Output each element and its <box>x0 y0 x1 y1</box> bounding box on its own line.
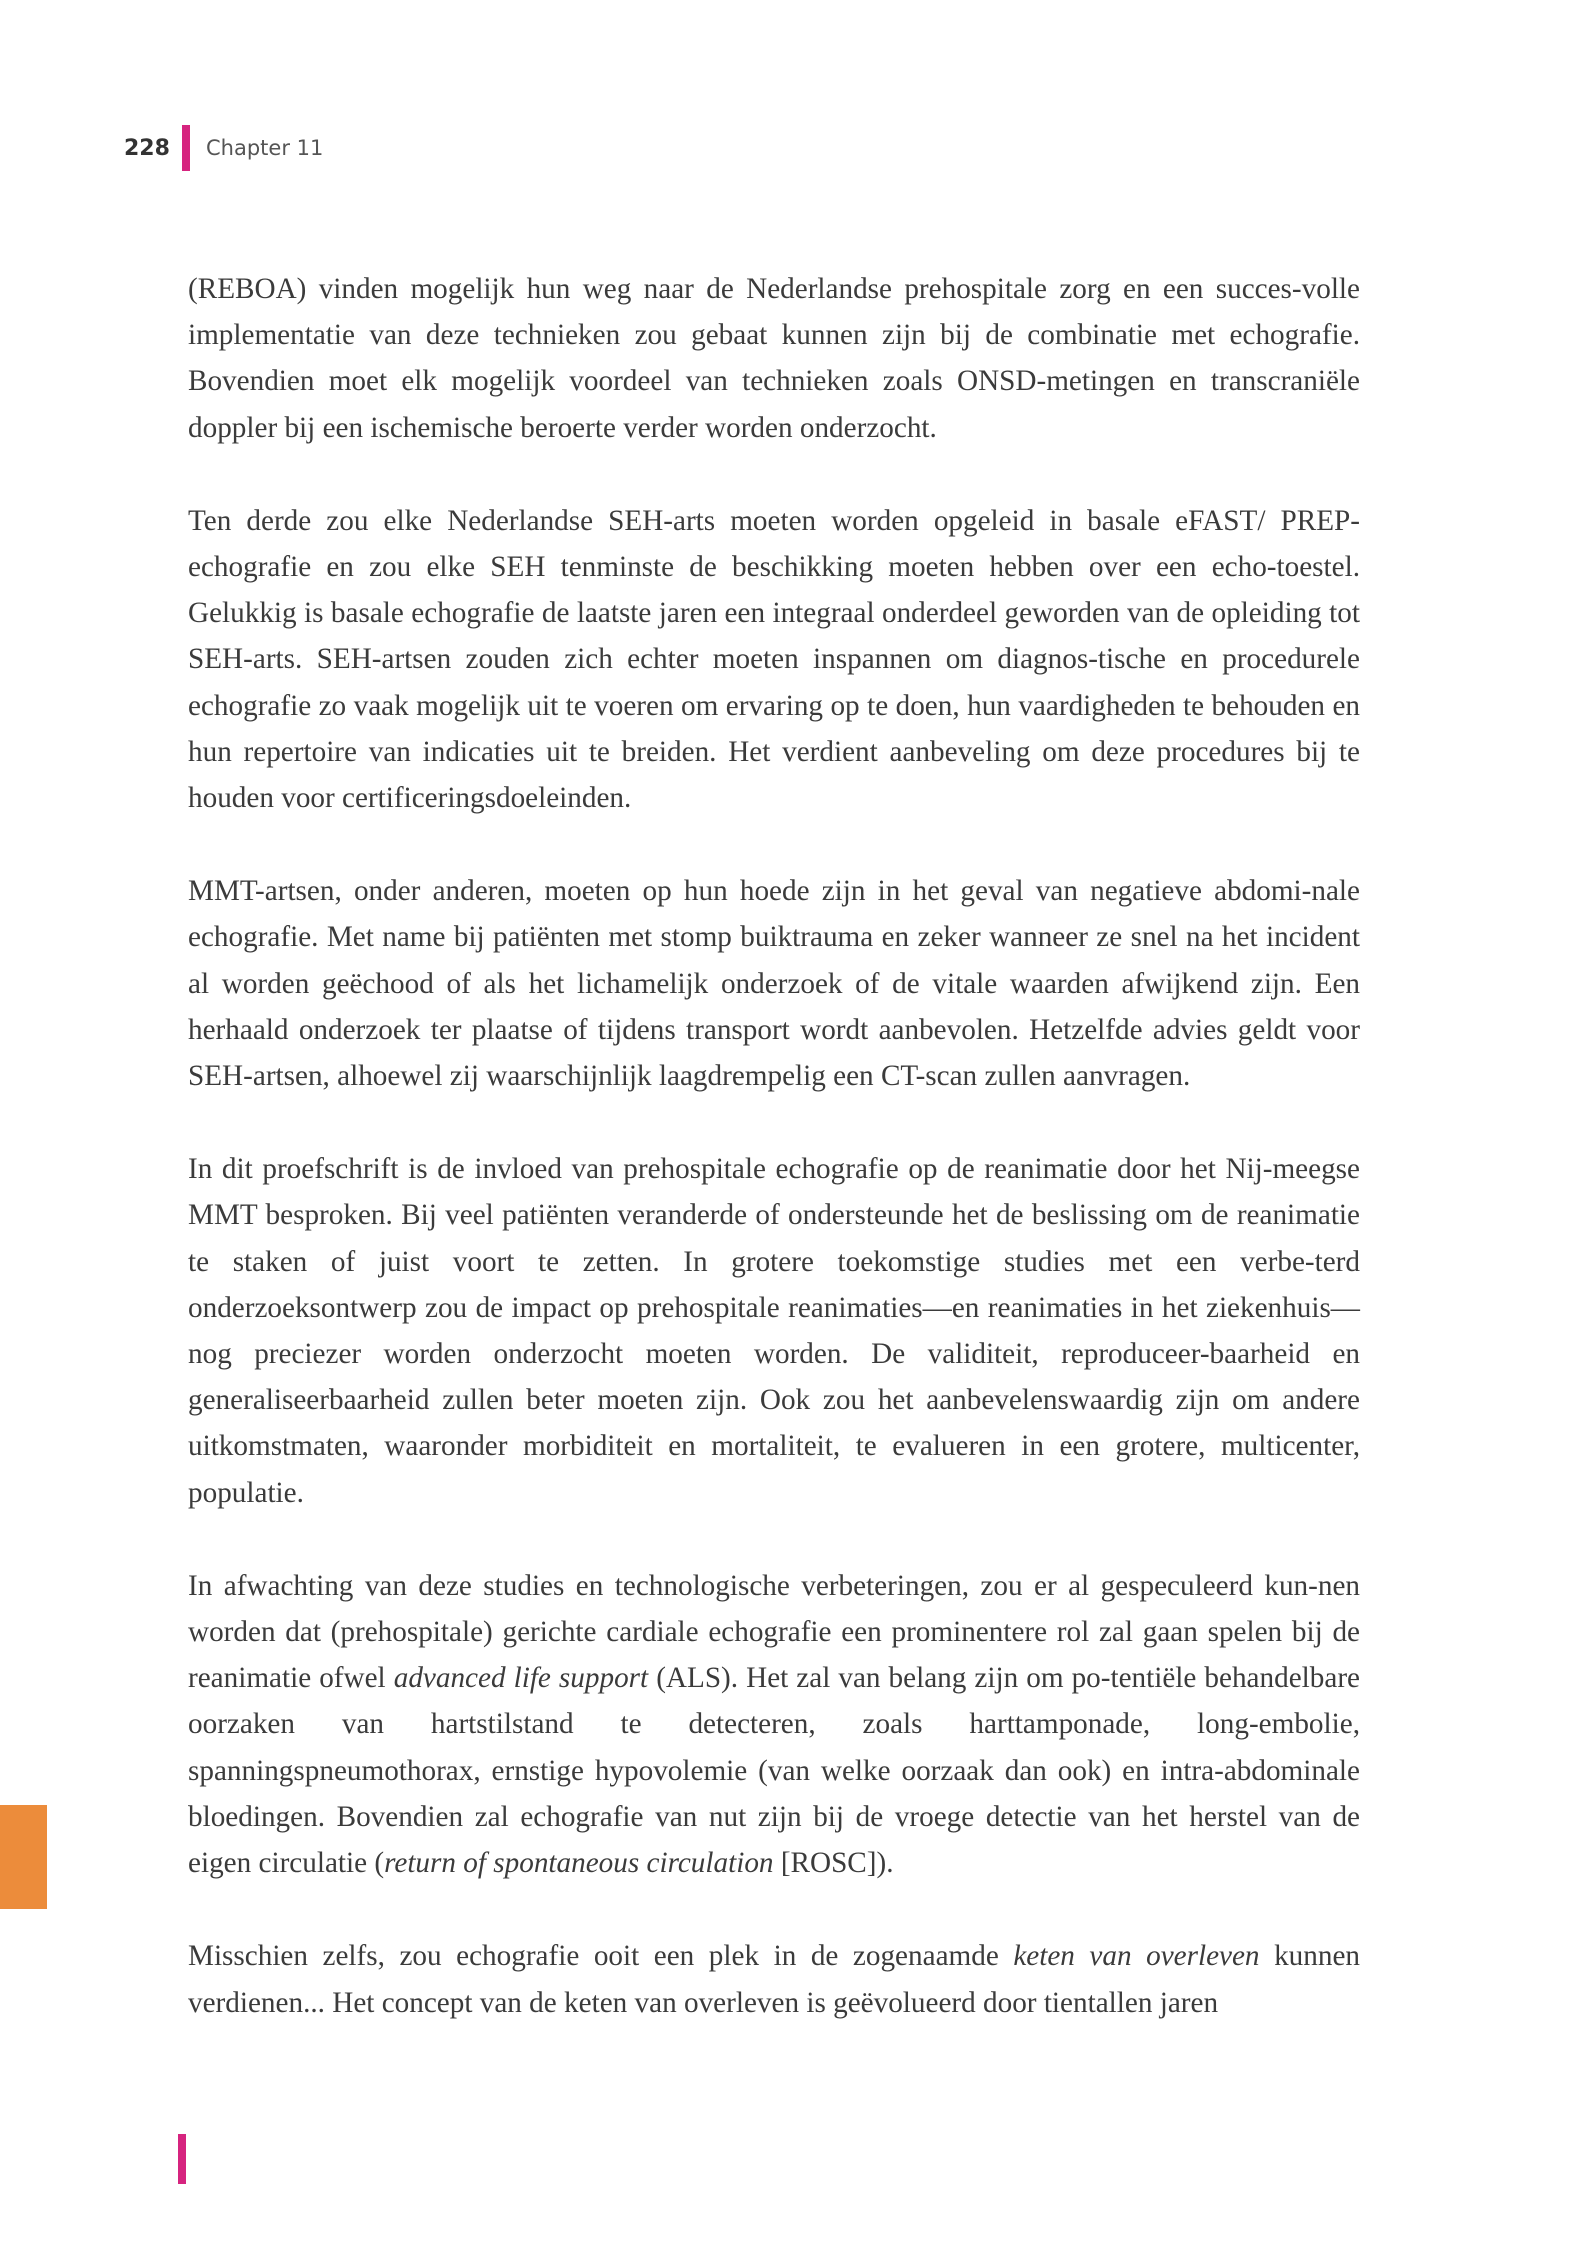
italic-term: advanced life support <box>393 1662 649 1695</box>
paragraph <box>188 868 1360 1099</box>
paragraph-text: In dit proefschrift is de invloed van prehospitale echografie op de reanimatie door het Nij-meegse MMT besproken. Bij veel patiënten veranderde of ondersteunde het de beslissing om de reanimatie te staken of juist voort te zetten. In grotere toekomstige studies met een verbe-terd onderzoeksontwerp zou de impact op prehospitale reanimaties—en reanimaties in het ziekenhuis—nog preciezer worden onderzocht moeten worden. De validiteit, reproduceer-baarheid en generaliseerbaarheid zullen beter moeten zijn. Ook zou het aanbevelenswaardig zijn om andere uitkomstmaten, waaronder morbiditeit en mortaliteit, te evalueren in een grotere, multicenter, populatie. <box>188 1153 1360 1509</box>
paragraph-text: In afwachting van deze studies en technologische verbeteringen, zou er al gespeculeerd kun-nen worden dat (prehospitale) gerichte cardiale echografie een prominentere rol zal gaan spelen bij de reanimatie ofwel <box>188 1569 1360 1695</box>
paragraph <box>188 1563 1360 1886</box>
paragraph <box>188 266 1360 451</box>
chapter-label: Chapter 11 <box>206 136 324 160</box>
paragraph-text: MMT-artsen, onder anderen, moeten op hun hoede zijn in het geval van negatieve abdomi-nale echografie. Met name bij patiënten met stomp buiktrauma en zeker wanneer ze snel na het incident al worden geëchood of als het lichamelijk onderzoek of de vitale waarden afwijkend zijn. Een herhaald onderzoek ter plaatse of tijdens transport wordt aanbevolen. Hetzelfde advies geldt voor SEH-artsen, alhoewel zij waarschijnlijk laagdrempelig een CT-scan zullen aanvragen. <box>188 875 1360 1093</box>
paragraph-text: (ALS). Het zal van belang zijn om po-tentiële behandelbare oorzaken van hartstilstand te detecteren, zoals harttamponade, long-embolie, spanningspneumothorax, ernstige hypovolemie (van welke oorzaak dan ook) en intra-abdominale bloedingen. Bovendien zal echografie van nut zijn bij de vroege detectie van het herstel van de eigen circulatie ( <box>188 1662 1360 1880</box>
paragraph <box>188 1933 1360 2025</box>
body-text <box>188 266 1360 2026</box>
page-number: 228 <box>124 135 170 161</box>
paragraph-text: Misschien zelfs, zou echografie ooit een plek in de zogenaamde <box>188 1940 1014 1973</box>
paragraph-text: kunnen verdienen... Het concept van de keten van overleven is geëvolueerd door tientallen jaren <box>188 1940 1360 2019</box>
paragraph-text: Ten derde zou elke Nederlandse SEH-arts moeten worden opgeleid in basale eFAST/ PREP-echografie en zou elke SEH tenminste de beschikking moeten hebben over een echo-toestel. Gelukkig is basale echografie de laatste jaren een integraal onderdeel geworden van de opleiding tot SEH-arts. SEH-artsen zouden zich echter moeten inspannen om diagnos-tische en procedurele echografie zo vaak mogelijk uit te voeren om ervaring op te doen, hun vaardigheden te behouden en hun repertoire van indicaties uit te breiden. Het verdient aanbeveling om deze procedures bij te houden voor certificeringsdoeleinden. <box>188 504 1360 815</box>
header-accent-bar <box>182 125 190 171</box>
italic-term: return of spontaneous circulation <box>384 1847 774 1880</box>
paragraph <box>188 1146 1360 1516</box>
italic-term: keten van overleven <box>1013 1940 1260 1973</box>
footer-accent-bar <box>178 2134 186 2184</box>
chapter-side-tab <box>0 1805 47 1909</box>
paragraph <box>188 498 1360 821</box>
paragraph-text: [ROSC]). <box>773 1847 894 1880</box>
paragraph-text: (REBOA) vinden mogelijk hun weg naar de Nederlandse prehospitale zorg en een succes-volle implementatie van deze technieken zou gebaat kunnen zijn bij de combinatie met echografie. Bovendien moet elk mogelijk voordeel van technieken zoals ONSD-metingen en transcraniële doppler bij een ischemische beroerte verder worden onderzocht. <box>188 273 1360 444</box>
page-header <box>124 124 323 172</box>
